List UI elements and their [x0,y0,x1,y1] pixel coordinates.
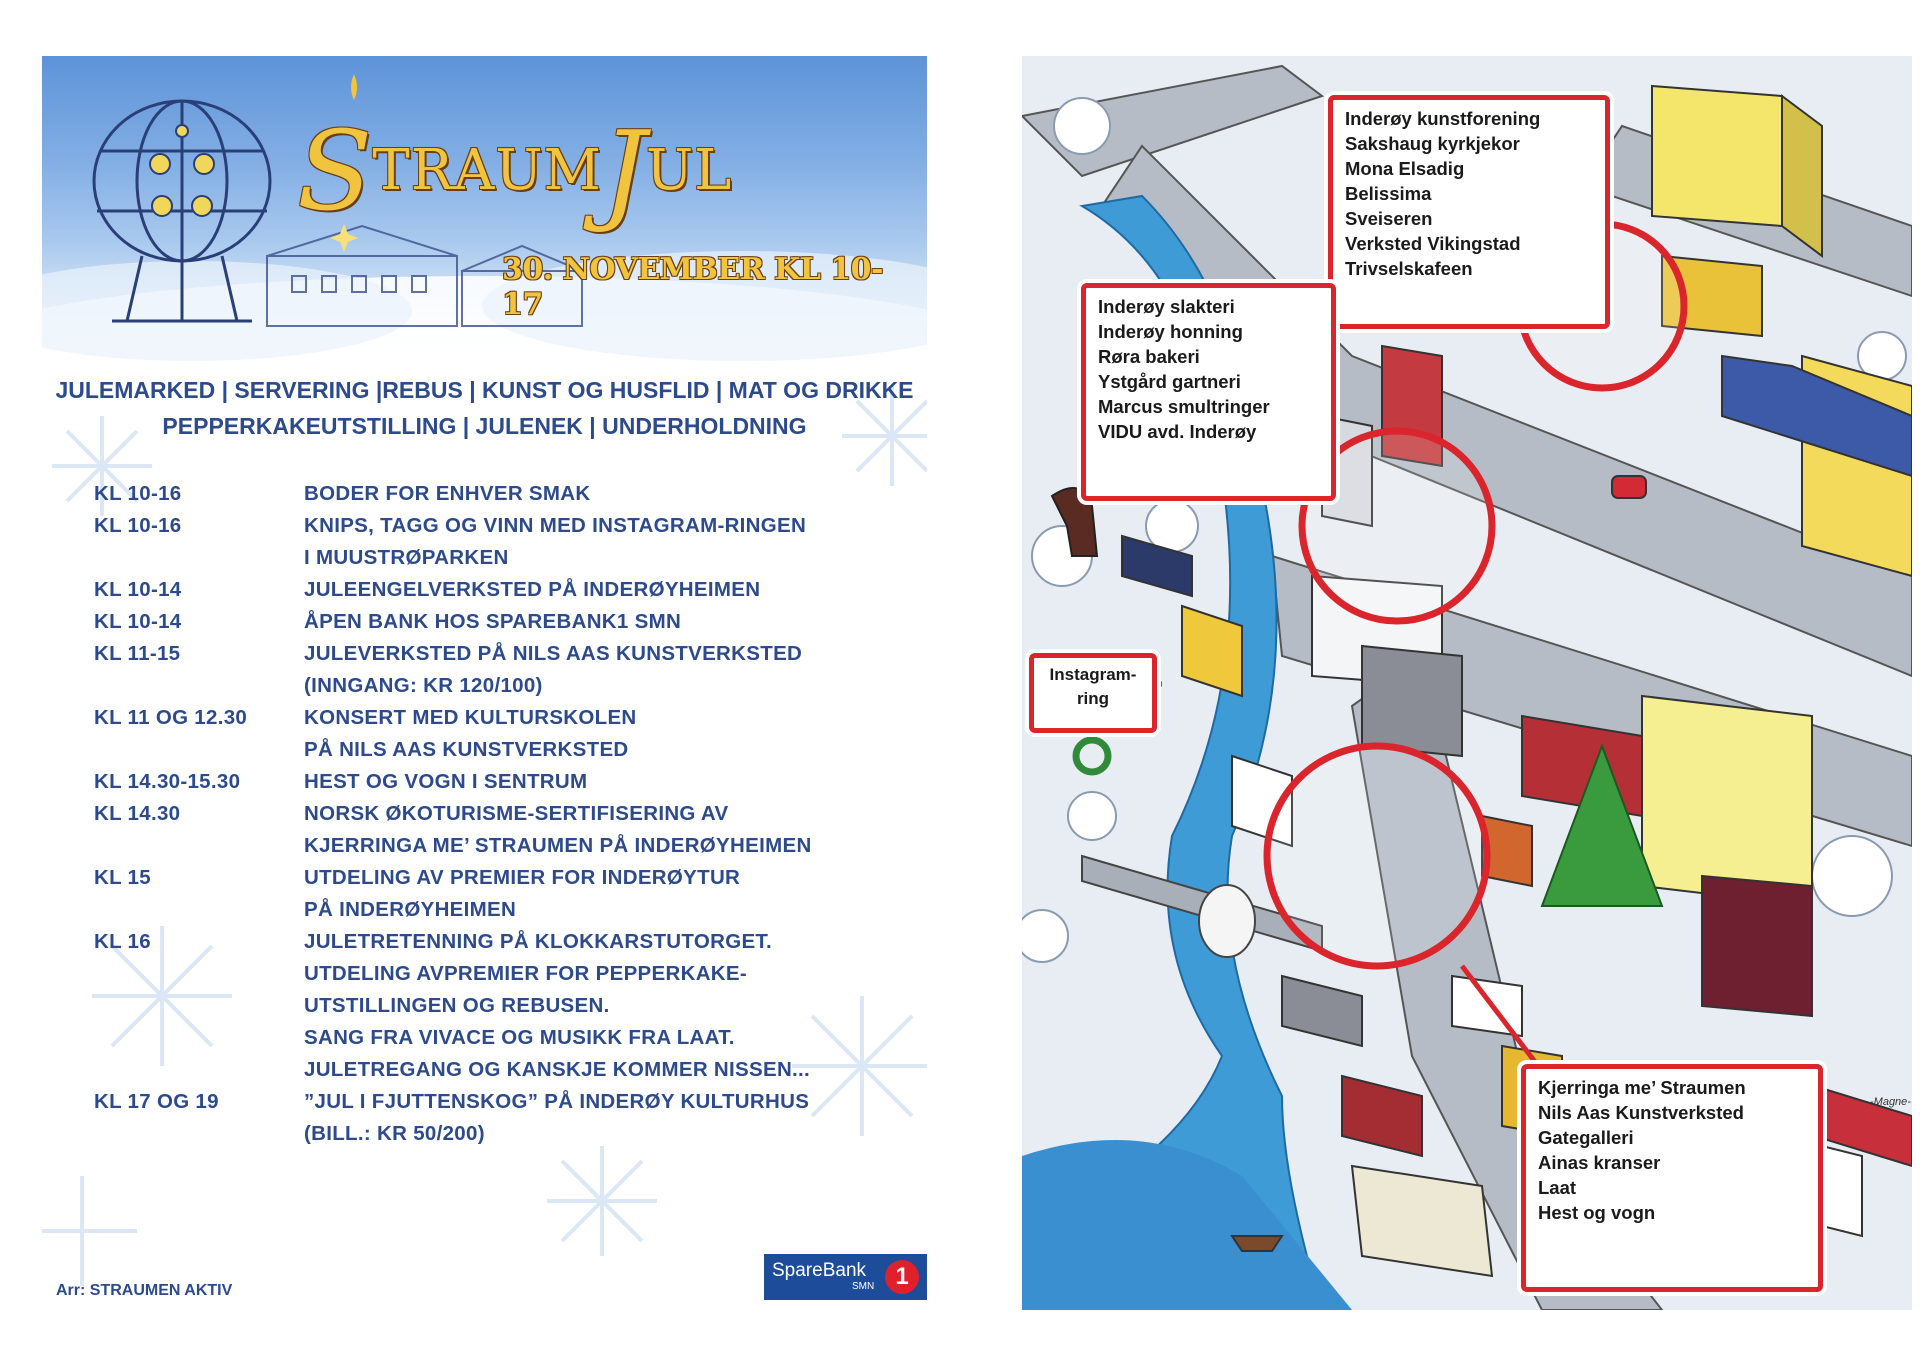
schedule-time: KL 14.30-15.30 [94,770,241,793]
schedule-description [304,478,914,510]
schedule-line: JULEVERKSTED PÅ NILS AAS KUNSTVERKSTED [304,642,803,665]
vendor-name: Røra bakeri [1098,346,1200,367]
organizer-credit: Arr: STRAUMEN AKTIV [56,1282,233,1299]
schedule-line: HEST OG VOGN I SENTRUM [304,770,588,793]
vendor-name: Trivselskafeen [1345,258,1473,279]
event-schedule [94,478,914,1150]
vendor-name: ring [1076,689,1110,708]
vendor-name: Kjerringa me’ Straumen [1538,1077,1746,1098]
vendor-name: Inderøy honning [1098,321,1243,342]
schedule-line: KJERRINGA ME’ STRAUMEN PÅ INDERØYHEIMEN [304,834,812,857]
schedule-row [94,1086,914,1150]
schedule-row [94,638,914,702]
schedule-line: I MUUSTRØPARKEN [304,546,509,569]
schedule-description [304,862,914,926]
schedule-description [304,1086,914,1150]
vendor-name: Sakshaug kyrkjekor [1345,133,1520,154]
vendor-name: Gategalleri [1538,1127,1634,1148]
vendor-name: Mona Elsadig [1345,158,1465,179]
schedule-description [304,702,914,766]
event-date: 30. NOVEMBER KL 10-17 [502,252,883,322]
vendor-name: Verksted Vikingstad [1345,233,1521,254]
schedule-time: KL 16 [94,930,151,953]
schedule-row [94,478,914,510]
car-icon [1612,476,1646,498]
schedule-row [94,798,914,862]
activities-list [42,372,927,444]
event-poster [42,56,927,1310]
sponsor-name: SpareBank [772,1260,867,1281]
vendor-name: VIDU avd. Inderøy [1098,421,1257,442]
schedule-line: JULETREGANG OG KANSKJE KOMMER NISSEN... [304,1058,811,1081]
artist-signature: -Magne- [1870,1096,1911,1108]
instagram-ring-label [1029,653,1157,733]
schedule-time: KL 17 OG 19 [94,1090,219,1113]
schedule-line: ”JUL I FJUTTENSKOG” PÅ INDERØY KULTURHUS [304,1090,810,1113]
schedule-description [304,638,914,702]
sponsor-subtitle: SMN [852,1281,875,1292]
schedule-row [94,510,914,574]
village-map [1022,56,1912,1310]
vendor-name: Inderøy kunstforening [1345,108,1541,129]
vendor-name: Inderøy slakteri [1098,296,1235,317]
vendor-name: Laat [1538,1177,1577,1198]
sponsor-badge: 1 [885,1260,919,1294]
schedule-description [304,606,914,638]
schedule-row [94,574,914,606]
vendor-box-kunstforening [1328,95,1610,329]
schedule-line: JULETRETENNING PÅ KLOKKARSTUTORGET. [304,930,772,953]
vendor-name: Marcus smultringer [1098,396,1270,417]
schedule-description [304,574,914,606]
schedule-line: KNIPS, TAGG OG VINN MED INSTAGRAM-RINGEN [304,514,807,537]
vendor-box-kjerringa [1521,1064,1823,1292]
globe-sculpture-map-icon [1199,885,1255,957]
vendor-name: Nils Aas Kunstverksted [1538,1102,1744,1123]
schedule-line: UTSTILLINGEN OG REBUSEN. [304,994,610,1017]
straumjul-logo: STRAUMJUL [297,107,733,235]
vendor-name: Sveiseren [1345,208,1433,229]
vendor-name: Ystgård gartneri [1098,371,1241,392]
vendor-name: Hest og vogn [1538,1202,1656,1223]
vendor-name: Ainas kranser [1538,1152,1661,1173]
schedule-description [304,766,914,798]
vendor-box-slakteri [1081,283,1336,501]
schedule-line: UTDELING AV PREMIER FOR INDERØYTUR [304,866,741,889]
schedule-line: (BILL.: KR 50/200) [304,1122,485,1145]
schedule-line: UTDELING AVPREMIER FOR PEPPERKAKE- [304,962,748,985]
schedule-row [94,606,914,638]
schedule-description [304,926,914,1086]
schedule-row [94,862,914,926]
boat-icon [1232,1236,1282,1251]
schedule-time: KL 15 [94,866,151,889]
schedule-time: KL 11 OG 12.30 [94,706,248,729]
schedule-time: KL 10-14 [94,578,182,601]
schedule-line: KONSERT MED KULTURSKOLEN [304,706,637,729]
activities-line-2: PEPPERKAKEUTSTILLING | JULENEK | UNDERHOLDNING [162,413,807,439]
schedule-description [304,798,914,862]
schedule-line: SANG FRA VIVACE OG MUSIKK FRA LAAT. [304,1026,735,1049]
schedule-line: JULEENGELVERKSTED PÅ INDERØYHEIMEN [304,578,761,601]
schedule-description [304,510,914,574]
schedule-row [94,702,914,766]
schedule-line: BODER FOR ENHVER SMAK [304,482,591,505]
schedule-line: ÅPEN BANK HOS SPAREBANK1 SMN [304,610,682,633]
schedule-row [94,926,914,1086]
schedule-line: PÅ INDERØYHEIMEN [304,898,517,921]
schedule-line: PÅ NILS AAS KUNSTVERKSTED [304,738,629,761]
sparebank-logo [764,1254,927,1300]
schedule-time: KL 10-16 [94,482,182,505]
schedule-time: KL 14.30 [94,802,181,825]
activities-line-1: JULEMARKED | SERVERING |REBUS | KUNST OG HUSFLID | MAT OG DRIKKE [55,377,914,403]
vendor-name: Belissima [1345,183,1432,204]
highlight-circle-c [1267,746,1487,966]
schedule-row [94,766,914,798]
schedule-line: NORSK ØKOTURISME-SERTIFISERING AV [304,802,729,825]
vendor-name: Instagram- [1049,665,1137,684]
schedule-time: KL 10-16 [94,514,182,537]
schedule-line: (INNGANG: KR 120/100) [304,674,543,697]
poster-header [42,56,927,356]
schedule-time: KL 11-15 [94,642,181,665]
schedule-time: KL 10-14 [94,610,182,633]
